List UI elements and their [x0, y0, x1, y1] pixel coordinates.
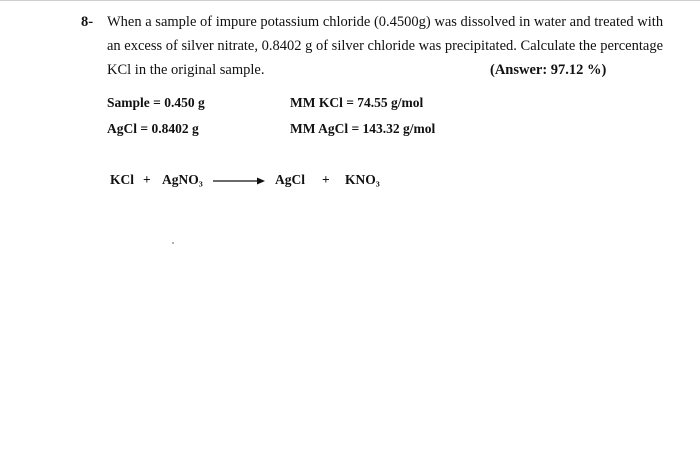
given-molar-mass-kcl: MM KCl = 74.55 g/mol [290, 95, 424, 110]
reaction-arrow-icon [213, 175, 265, 187]
answer-text: (Answer: 97.12 %) [490, 62, 607, 78]
equation-product-agcl: AgCl [275, 172, 305, 187]
equation-plus-2: + [322, 172, 330, 187]
given-molar-mass-agcl: MM AgCl = 143.32 g/mol [290, 121, 436, 136]
equation-plus-1: + [143, 172, 151, 187]
question-line-1: When a sample of impure potassium chloride (0.4500g) was dissolved in water and treated with [107, 14, 664, 30]
equation-reactant-agno3: AgNO₃ [162, 172, 203, 187]
question-line-2: an excess of silver nitrate, 0.8402 g of silver chloride was precipitated. Calculate the percentage [107, 38, 664, 54]
question-line-3: KCl in the original sample. [107, 62, 265, 78]
stray-dot [172, 242, 174, 244]
given-agcl-mass: AgCl = 0.8402 g [107, 121, 199, 136]
equation-product-kno3: KNO₃ [345, 172, 380, 187]
given-sample-mass: Sample = 0.450 g [107, 95, 205, 110]
question-number: 8- [81, 14, 94, 30]
top-border [0, 0, 700, 1]
equation-reactant-kcl: KCl [110, 172, 135, 187]
